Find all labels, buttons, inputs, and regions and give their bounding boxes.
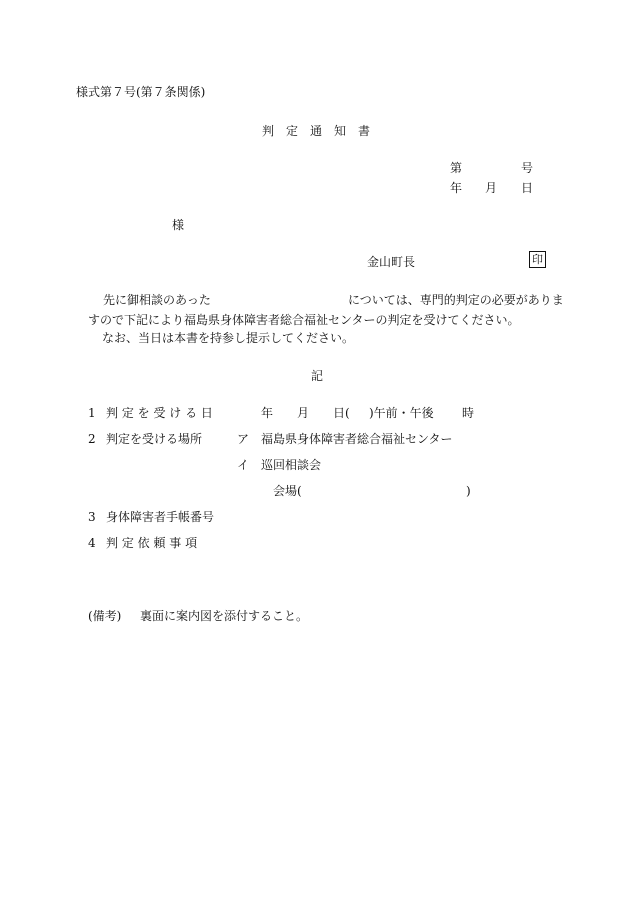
item-number: 4 [88,536,96,550]
number-prefix: 第 [450,161,463,175]
seal-mark: 印 [529,251,546,268]
option-i-mark: イ [237,458,250,472]
item1-hour: 時 [462,406,475,420]
date-month: 月 [485,181,498,195]
body-line1-start: 先に御相談のあった [103,293,211,307]
item-label: 身体障害者手帳番号 [106,510,215,524]
document-title: 判 定 通 知 書 [262,124,371,138]
body-line2: すので下記により福島県身体障害者総合福祉センターの判定を受けてください。 [88,313,520,327]
item-label: 判定を受ける場所 [106,432,203,446]
option-a-text: 福島県身体障害者総合福祉センター [261,432,453,446]
item1-ampm: )午前・午後 [369,406,434,420]
option-i-text: 巡回相談会 [261,458,322,472]
date-year: 年 [450,181,463,195]
form-reference: 様式第７号(第７条関係) [76,85,206,99]
item1-year: 年 [261,406,274,420]
item1-month: 月 [297,406,310,420]
body-line3: なお、当日は本書を持参し提示してください。 [102,331,355,345]
venue-close: ) [466,484,471,498]
item-number: 2 [88,432,96,446]
item-number: 1 [88,406,96,420]
option-a-mark: ア [237,432,250,446]
date-day: 日 [521,181,534,195]
number-suffix: 号 [521,161,534,175]
item-number: 3 [88,510,96,524]
issuer-name: 金山町長 [367,255,416,269]
remarks-label: (備考) [88,609,122,623]
remarks-text: 裏面に案内図を添付すること。 [140,609,309,623]
item-label: 判 定 依 頼 事 項 [106,536,198,550]
body-line1-end: については、専門的判定の必要がありま [348,293,564,307]
ki-heading: 記 [311,369,324,383]
item1-day: 日( [333,406,350,420]
item-label: 判 定 を 受 け る 日 [106,406,213,420]
venue-open: 会場( [273,484,302,498]
addressee-suffix: 様 [172,218,185,232]
